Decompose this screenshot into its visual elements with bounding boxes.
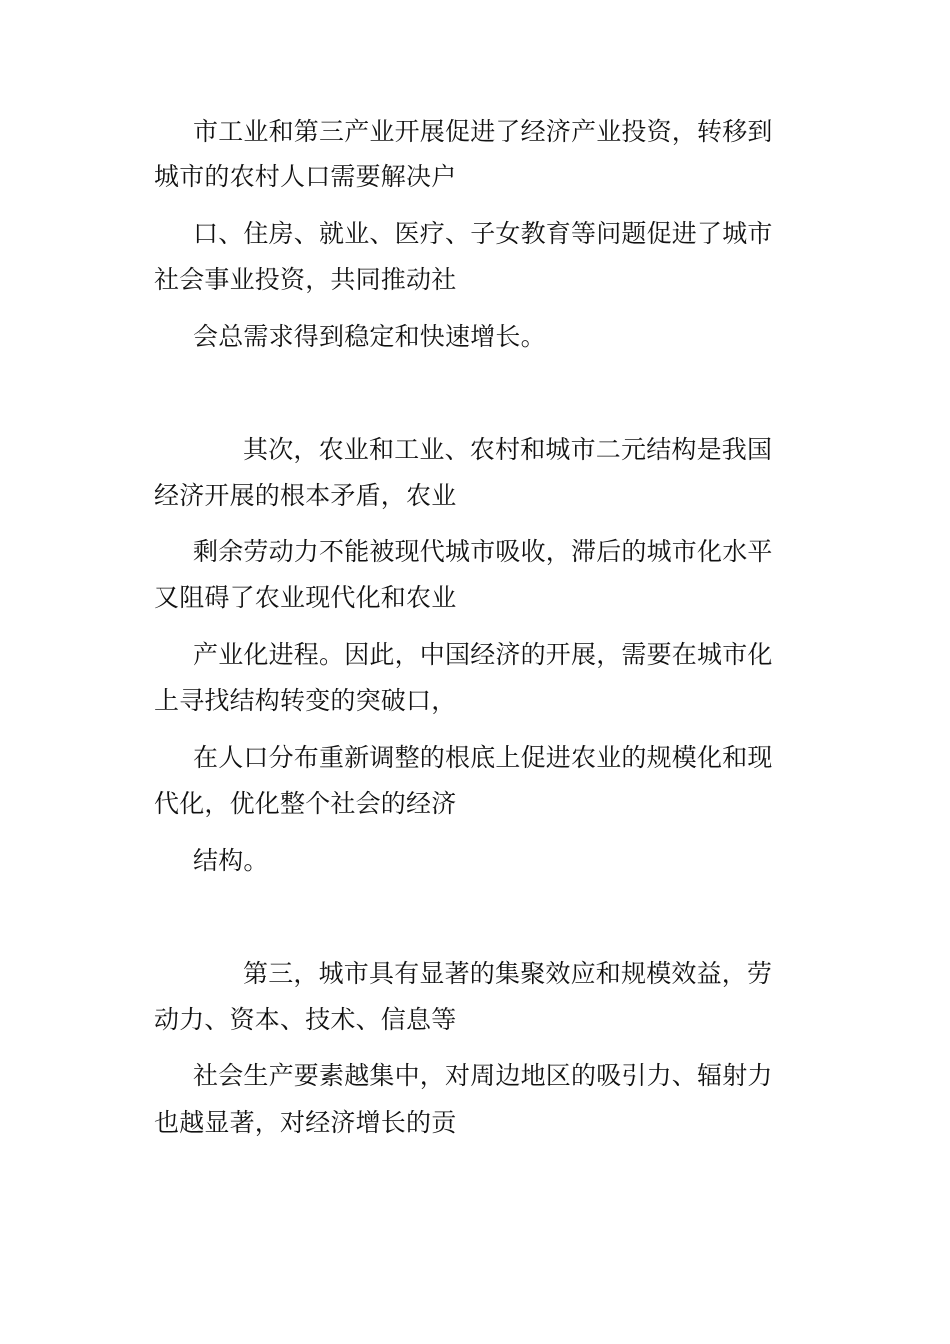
paragraph-line: 口、住房、就业、医疗、子女教育等问题促进了城市 <box>193 219 773 248</box>
paragraph-line: 经济开展的根本矛盾，农业 <box>154 481 457 510</box>
paragraph-line: 城市的农村人口需要解决户 <box>154 162 457 191</box>
paragraph-line: 动力、资本、技术、信息等 <box>154 1005 457 1034</box>
paragraph-line: 其次，农业和工业、农村和城市二元结构是我国 <box>243 435 773 464</box>
paragraph-line: 代化，优化整个社会的经济 <box>154 789 457 818</box>
paragraph-line: 市工业和第三产业开展促进了经济产业投资，转移到 <box>193 117 773 146</box>
paragraph-line: 产业化进程。因此，中国经济的开展，需要在城市化 <box>193 640 773 669</box>
paragraph-line: 也越显著，对经济增长的贡 <box>154 1108 457 1137</box>
paragraph-line: 又阻碍了农业现代化和农业 <box>154 583 457 612</box>
paragraph-line: 社会事业投资，共同推动社 <box>154 265 457 294</box>
paragraph-line: 第三，城市具有显著的集聚效应和规模效益，劳 <box>243 959 773 988</box>
paragraph-line: 结构。 <box>193 846 269 875</box>
paragraph-line: 上寻找结构转变的突破口， <box>154 686 457 715</box>
paragraph-line: 剩余劳动力不能被现代城市吸收，滞后的城市化水平 <box>193 537 773 566</box>
paragraph-line: 在人口分布重新调整的根底上促进农业的规模化和现 <box>193 743 773 772</box>
paragraph-line: 社会生产要素越集中，对周边地区的吸引力、辐射力 <box>193 1061 773 1090</box>
paragraph-line: 会总需求得到稳定和快速增长。 <box>193 322 546 351</box>
